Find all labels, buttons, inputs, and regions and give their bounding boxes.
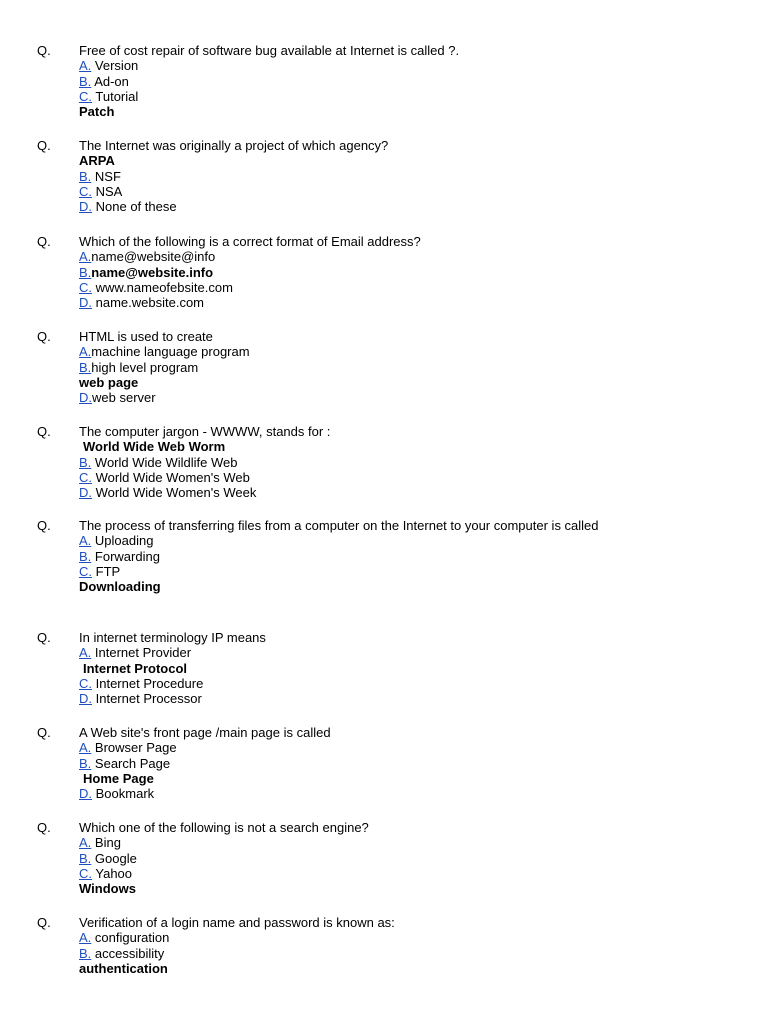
- question-marker: Q.: [37, 329, 51, 344]
- option: [79, 295, 644, 310]
- option: [79, 676, 644, 691]
- option-text: accessibility: [94, 945, 165, 961]
- question-marker: Q.: [37, 725, 51, 740]
- option-letter-link[interactable]: B.: [79, 168, 92, 184]
- question-marker: Q.: [37, 630, 51, 645]
- option: [79, 946, 644, 961]
- option-letter-link[interactable]: A.: [79, 344, 92, 360]
- option-text: name.website.com: [95, 295, 205, 311]
- option-letter-link[interactable]: B.: [79, 548, 92, 564]
- question-body: [79, 915, 644, 976]
- question-text: Free of cost repair of software bug available at Internet is called ?.: [79, 43, 460, 58]
- option-letter-link[interactable]: C.: [79, 563, 92, 579]
- option-letter-link[interactable]: B.: [79, 73, 92, 89]
- question-body: [79, 424, 644, 500]
- option-text: web server: [92, 390, 156, 406]
- option-text: Bing: [94, 835, 121, 851]
- option-text: Uploading: [94, 533, 154, 549]
- option: [79, 533, 644, 548]
- option-letter-link[interactable]: D.: [79, 390, 92, 406]
- question-body: [79, 329, 644, 405]
- option: [79, 169, 644, 184]
- option-letter-link[interactable]: A.: [79, 249, 92, 265]
- option-letter-link[interactable]: D.: [79, 485, 92, 501]
- option-letter-link[interactable]: B.: [79, 264, 92, 280]
- answer-option: [79, 771, 644, 786]
- option-text: Internet Processor: [95, 691, 202, 707]
- option-letter-link[interactable]: A.: [79, 58, 92, 74]
- option: [79, 756, 644, 771]
- option: [79, 470, 644, 485]
- answer-text: World Wide Web Worm: [83, 439, 226, 455]
- question-text: Verification of a login name and password is known as:: [79, 915, 395, 930]
- option: [79, 74, 644, 89]
- option-text: NSA: [95, 183, 123, 199]
- question-body: [79, 138, 644, 214]
- option: [79, 866, 644, 881]
- option: [79, 390, 644, 405]
- question-text: HTML is used to create: [79, 329, 213, 344]
- answer-text: Internet Protocol: [83, 660, 188, 676]
- option-letter-link[interactable]: C.: [79, 183, 92, 199]
- question-text: The computer jargon - WWWW, stands for :: [79, 424, 331, 439]
- option-text: Google: [94, 850, 137, 866]
- question-body: [79, 234, 644, 310]
- question-text: In internet terminology IP means: [79, 630, 266, 645]
- question-text: Which one of the following is not a search engine?: [79, 820, 369, 835]
- option-letter-link[interactable]: A.: [79, 930, 92, 946]
- option-text: Ad-on: [94, 73, 129, 89]
- option: [79, 455, 644, 470]
- answer-option: [79, 661, 644, 676]
- question-body: [79, 725, 644, 801]
- option-text: name@website@info: [91, 249, 216, 265]
- option-letter-link[interactable]: D.: [79, 691, 92, 707]
- option: [79, 564, 644, 579]
- option-text: Version: [94, 58, 139, 74]
- option-text: Search Page: [94, 755, 171, 771]
- question-marker: Q.: [37, 138, 51, 153]
- option-text: None of these: [95, 199, 177, 215]
- answer-option: [79, 104, 644, 119]
- question-text: A Web site's front page /main page is called: [79, 725, 331, 740]
- answer-text: name@website.info: [91, 264, 214, 280]
- option: [79, 549, 644, 564]
- option: [79, 265, 644, 280]
- question-text: The process of transferring files from a computer on the Internet to your computer is called: [79, 518, 599, 533]
- option-letter-link[interactable]: A.: [79, 533, 92, 549]
- answer-text: ARPA: [79, 153, 115, 169]
- option-text: Browser Page: [94, 740, 177, 756]
- question-marker: Q.: [37, 820, 51, 835]
- option-letter-link[interactable]: B.: [79, 850, 92, 866]
- option-letter-link[interactable]: C.: [79, 675, 92, 691]
- answer-text: Patch: [79, 104, 115, 120]
- option: [79, 58, 644, 73]
- question-marker: Q.: [37, 915, 51, 930]
- option-text: configuration: [94, 930, 170, 946]
- option-text: World Wide Women's Web: [95, 469, 250, 485]
- question-body: [79, 43, 644, 119]
- option-text: Forwarding: [94, 548, 160, 564]
- answer-text: Home Page: [83, 770, 154, 786]
- question-marker: Q.: [37, 234, 51, 249]
- option-text: Yahoo: [95, 865, 133, 881]
- option-letter-link[interactable]: A.: [79, 835, 92, 851]
- answer-text: web page: [79, 374, 139, 390]
- option: [79, 740, 644, 755]
- option-letter-link[interactable]: D.: [79, 786, 92, 802]
- answer-text: Windows: [79, 881, 136, 897]
- answer-text: Downloading: [79, 579, 161, 595]
- answer-option: [79, 579, 644, 594]
- option-letter-link[interactable]: C.: [79, 88, 92, 104]
- question-text: The Internet was originally a project of which agency?: [79, 138, 389, 153]
- option-letter-link[interactable]: A.: [79, 645, 92, 661]
- option-letter-link[interactable]: C.: [79, 279, 92, 295]
- option-letter-link[interactable]: D.: [79, 295, 92, 311]
- option: [79, 786, 644, 801]
- option-text: FTP: [95, 563, 121, 579]
- option-text: www.nameofebsite.com: [95, 279, 233, 295]
- option-text: Tutorial: [95, 88, 139, 104]
- option: [79, 691, 644, 706]
- option-letter-link[interactable]: B.: [79, 454, 92, 470]
- option-letter-link[interactable]: C.: [79, 469, 92, 485]
- option-letter-link[interactable]: B.: [79, 945, 92, 961]
- option: [79, 89, 644, 104]
- option-letter-link[interactable]: B.: [79, 755, 92, 771]
- option: [79, 344, 644, 359]
- option-text: high level program: [91, 359, 199, 375]
- option-text: Internet Procedure: [95, 675, 204, 691]
- answer-text: authentication: [79, 960, 168, 976]
- option-text: World Wide Wildlife Web: [94, 454, 238, 470]
- option: [79, 485, 644, 500]
- answer-option: [79, 375, 644, 390]
- answer-option: [79, 881, 644, 896]
- option: [79, 835, 644, 850]
- option-text: Internet Provider: [94, 645, 192, 661]
- question-marker: Q.: [37, 518, 51, 533]
- question-body: [79, 518, 644, 594]
- option: [79, 930, 644, 945]
- option-letter-link[interactable]: C.: [79, 865, 92, 881]
- option: [79, 249, 644, 264]
- answer-option: [79, 961, 644, 976]
- option: [79, 184, 644, 199]
- option-letter-link[interactable]: D.: [79, 199, 92, 215]
- option: [79, 645, 644, 660]
- option: [79, 360, 644, 375]
- option-letter-link[interactable]: B.: [79, 359, 92, 375]
- question-text: Which of the following is a correct format of Email address?: [79, 234, 421, 249]
- question-body: [79, 630, 644, 706]
- option: [79, 199, 644, 214]
- option-text: World Wide Women's Week: [95, 485, 257, 501]
- option-text: machine language program: [91, 344, 250, 360]
- option-text: NSF: [94, 168, 121, 184]
- answer-option: [79, 153, 644, 168]
- option: [79, 280, 644, 295]
- question-body: [79, 820, 644, 896]
- option-text: Bookmark: [95, 786, 155, 802]
- option-letter-link[interactable]: A.: [79, 740, 92, 756]
- option: [79, 851, 644, 866]
- question-marker: Q.: [37, 43, 51, 58]
- question-marker: Q.: [37, 424, 51, 439]
- answer-option: [79, 439, 644, 454]
